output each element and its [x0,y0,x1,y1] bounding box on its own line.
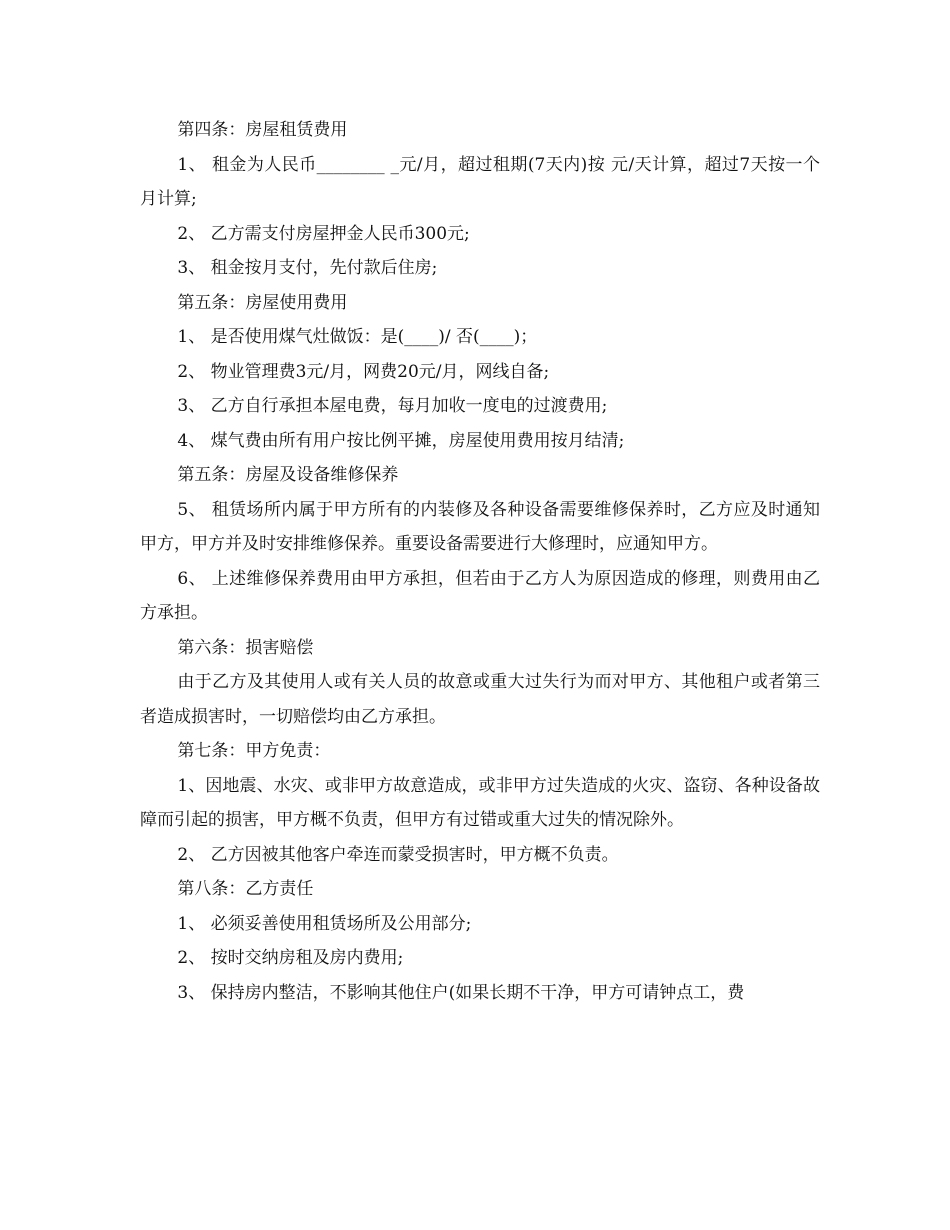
article-7-heading: 第七条：甲方免责： [177,741,331,761]
article-8-item-3: 3、 保持房内整洁，不影响其他住户(如果长期不干净，甲方可请钟点工，费 [177,982,745,1003]
article-5-item-2: 2、 物业管理费3元/月，网费20元/月，网线自备; [177,361,550,382]
article-4-item-3: 3、 租金按月支付，先付款后住房; [177,258,438,278]
document-body [140,113,820,1010]
article-4-item-2: 2、 乙方需支付房屋押金人民币300元; [177,223,470,244]
article-5-item-3: 3、 乙方自行承担本屋电费，每月加收一度电的过渡费用; [177,396,608,416]
article-8-item-2: 2、 按时交纳房租及房内费用; [177,948,404,968]
article-4-item-1: 1、 租金为人民币________ _元/月，超过租期(7天内)按 元/天计算，超过7天按一个月计算; [140,154,820,209]
article-5-item-4: 4、 煤气费由所有用户按比例平摊，房屋使用费用按月结清; [177,430,625,451]
article-8-item-1: 1、 必须妥善使用租赁场所及公用部分; [177,913,472,934]
article-6-body: 由于乙方及其使用人或有关人员的故意或重大过失行为而对甲方、其他租户或者第三者造成损害时，一切赔偿均由乙方承担。 [140,672,820,727]
article-7-item-2: 2、 乙方因被其他客户牵连而蒙受损害时，甲方概不负责。 [177,844,619,865]
article-5-heading: 第五条：房屋使用费用 [177,292,348,313]
article-8-heading: 第八条：乙方责任 [177,879,314,899]
article-7-item-1: 1、因地震、水灾、或非甲方故意造成，或非甲方过失造成的火灾、盗窃、各种设备故障而引起的损害，甲方概不负责，但甲方有过错或重大过失的情况除外。 [140,775,820,830]
article-5b-item-6: 6、 上述维修保养费用由甲方承担，但若由于乙方人为原因造成的修理，则费用由乙方承担。 [140,568,820,623]
article-5b-item-5: 5、 租赁场所内属于甲方所有的内装修及各种设备需要维修保养时，乙方应及时通知甲方，甲方并及时安排维修保养。重要设备需要进行大修理时，应通知甲方。 [140,499,820,554]
article-4-heading: 第四条：房屋租赁费用 [177,120,348,140]
article-5b-heading: 第五条：房屋及设备维修保养 [177,465,399,485]
article-5-item-1: 1、 是否使用煤气灶做饭：是(____)/ 否(____)； [177,327,538,347]
article-6-heading: 第六条：损害赔偿 [177,637,314,658]
